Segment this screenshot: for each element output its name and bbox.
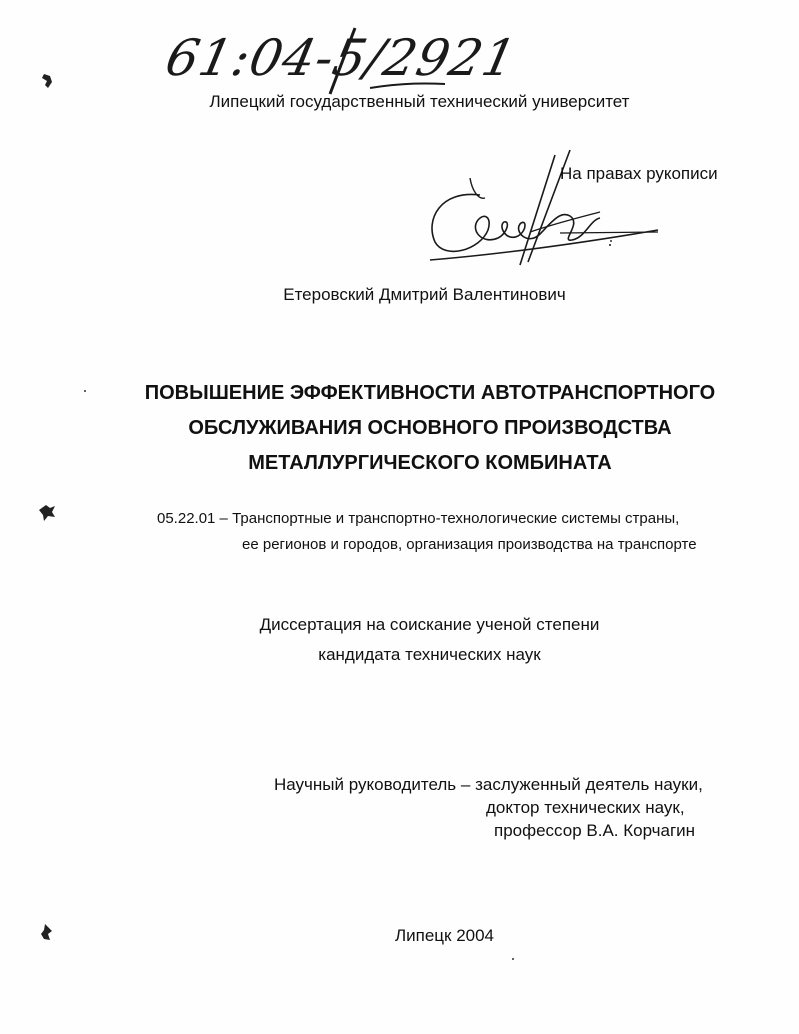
manuscript-rights: На правах рукописи	[560, 164, 718, 183]
degree-line: Диссертация на соискание ученой степени	[259, 615, 600, 634]
dissertation-title	[80, 376, 780, 481]
title-line: ПОВЫШЕНИЕ ЭФФЕКТИВНОСТИ АВТОТРАНСПОРТНОГО	[144, 382, 716, 404]
supervisor-line: профессор В.А. Корчагин	[494, 821, 696, 840]
scientific-supervisor	[274, 773, 703, 842]
specialty-line: 05.22.01 – Транспортные и транспортно-технологические системы страны,	[157, 510, 680, 527]
title-line: МЕТАЛЛУРГИЧЕСКОГО КОМБИНАТА	[248, 452, 612, 474]
binding-mark-top	[38, 70, 60, 92]
binding-mark-middle	[36, 502, 58, 524]
degree-statement	[0, 610, 799, 670]
scan-speck	[512, 958, 514, 960]
specialty-code	[157, 506, 697, 558]
university-name: Липецкий государственный технический университет	[209, 92, 630, 111]
supervisor-line: доктор технических наук,	[486, 798, 685, 817]
archive-code-text: 61:04-5/2921	[160, 28, 522, 87]
author-name: Етеровский Дмитрий Валентинович	[283, 285, 566, 304]
handwritten-archive-code	[160, 20, 522, 100]
title-line: ОБСЛУЖИВАНИЯ ОСНОВНОГО ПРОИЗВОДСТВА	[188, 417, 672, 439]
supervisor-line: Научный руководитель – заслуженный деятель науки,	[274, 775, 703, 794]
degree-line: кандидата технических наук	[318, 645, 541, 664]
specialty-line: ее регионов и городов, организация производства на транспорте	[242, 536, 697, 553]
city-and-year: Липецк 2004	[394, 926, 495, 945]
